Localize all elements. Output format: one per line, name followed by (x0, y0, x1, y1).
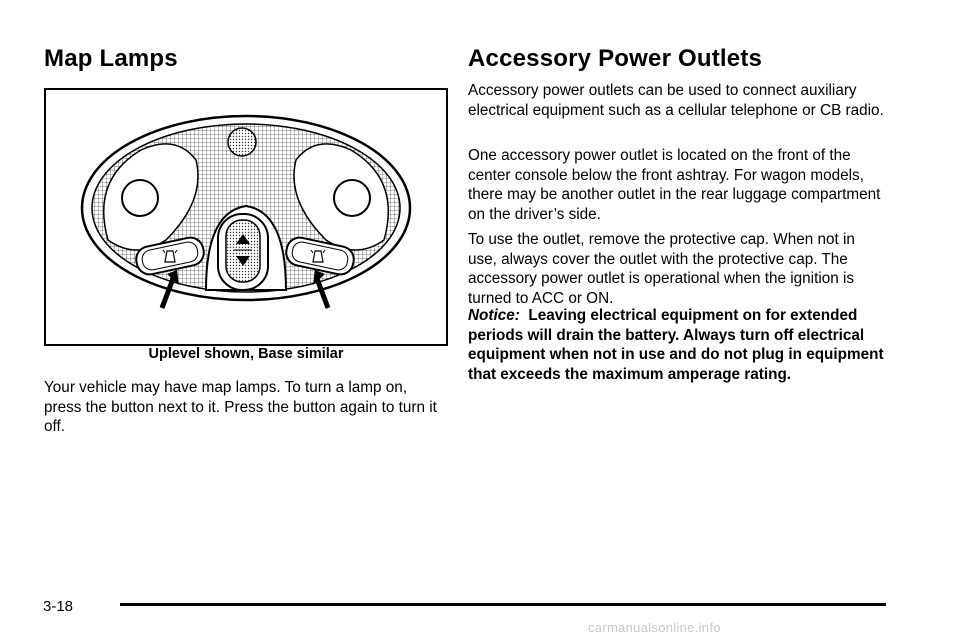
map-lamps-body: Your vehicle may have map lamps. To turn a lamp on, press the button next to it. Press the button again to turn it off. (44, 379, 437, 435)
notice-text: Leaving electrical equipment on for extended periods will drain the battery. Always turn off electrical equipment when not in use and do not plug in equipment that exceeds the maximum amperage rating. (468, 307, 884, 383)
paragraph: One accessory power outlet is located on the front of the center console below the front ashtray. For wagon models, there may be another outlet in the rear luggage compartment on the driver’s side. (468, 147, 881, 223)
notice-block (468, 306, 888, 384)
watermark: carmanualsonline.info (588, 620, 721, 635)
paragraph: Accessory power outlets can be used to connect auxiliary electrical equipment such as a cellular telephone or CB radio. (468, 82, 884, 119)
notice-label: Notice: (468, 307, 520, 324)
map-lamp-housing-icon (46, 90, 446, 344)
accessory-outlets-title: Accessory Power Outlets (468, 45, 763, 72)
footer-rule (120, 603, 886, 606)
figure-caption: Uplevel shown, Base similar (148, 346, 344, 362)
paragraph: To use the outlet, remove the protective cap. When not in use, always cover the outlet with the protective cap. The accessory power outlet is operational when the ignition is turned to ACC or ON. (468, 231, 855, 307)
page-number: 3-18 (43, 598, 74, 615)
map-lamps-title: Map Lamps (44, 45, 178, 72)
map-lamps-figure (44, 88, 448, 346)
